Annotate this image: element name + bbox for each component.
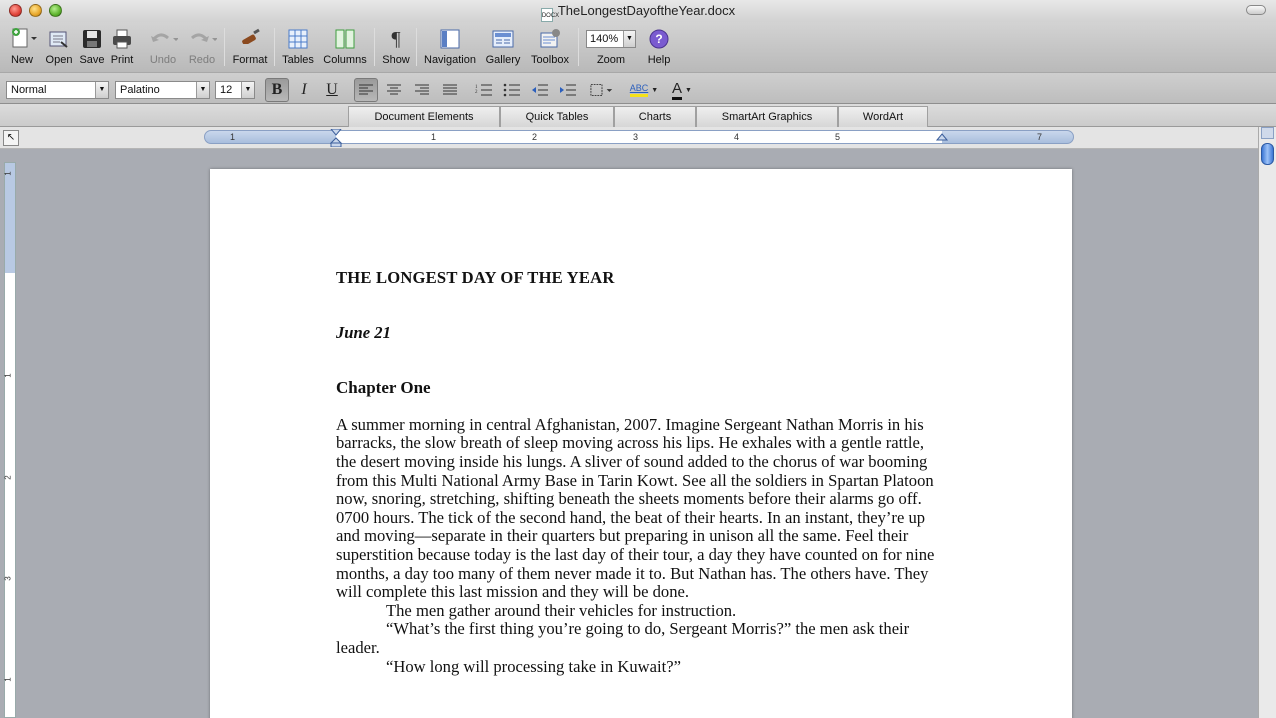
borders-icon [590,83,614,97]
ruler-number: 5 [835,132,841,142]
elements-gallery-bar [0,104,1276,127]
document-body[interactable] [336,269,940,676]
font-color-label: A [672,80,683,97]
ruler-number: 3 [3,576,13,581]
chevron-down-icon: ▼ [651,86,659,94]
font-color-button[interactable] [664,78,700,102]
toolbar-separator [416,28,417,66]
new-document-icon [4,24,40,54]
chevron-down-icon: ▼ [241,82,254,98]
redo-icon [184,24,220,54]
chevron-down-icon: ▼ [196,82,209,98]
split-view-button[interactable] [1261,127,1274,139]
window-title-text: TheLongestDayoftheYear.docx [557,3,736,18]
table-grid-icon [279,24,317,54]
print-button[interactable]: Print [108,24,136,70]
paragraph: A summer morning in central Afghanistan, 2007. Imagine Sergeant Nathan Morris in his barracks, the slow breath of sleep moving across his lips. He exhales with a gentle rattle, the desert moving inside his lungs. A sliver of sound added to the chorus of war booming from this Multi National Army Base in Tarin Kowt. See all the soldiers in Spartan Platoon now, snoring, stretching, shifting beneath the sheets moments before their alarms go off. 0700 hours. The tick of the second hand, the beat of their hearts. In an instant, they’re up and moving—separate in their quarters but preparing in unison all the same. Feel their superstition because today is the last day of their tour, a day they have counted on for nine months, a day too many of them never made it to. But Nathan has. The others have. They will complete this last mission and they will be done. [336,414,935,602]
svg-text:?: ? [655,32,663,46]
format-button[interactable]: Format [229,24,271,70]
open-button[interactable]: Open [44,24,74,70]
undo-icon [146,24,180,54]
navigation-pane-icon [420,24,480,54]
pilcrow-icon: ¶ [391,27,401,50]
highlight-button[interactable] [626,78,662,102]
zoom-value: 140% [590,33,619,45]
right-indent-marker-icon[interactable] [936,132,948,144]
decrease-indent-button[interactable] [528,78,552,102]
ruler-number: 2 [532,132,538,142]
tab-charts[interactable]: Charts [614,106,696,127]
new-button[interactable]: New [4,24,40,70]
font-size-value: 12 [220,84,233,96]
increase-indent-button[interactable] [556,78,580,102]
ruler-number: 1 [230,132,236,142]
horizontal-ruler[interactable] [204,130,1074,144]
svg-text:1: 1 [475,85,478,90]
docx-file-icon: DOCX [541,8,553,22]
gallery-button[interactable]: Gallery [483,24,523,70]
bold-button[interactable]: B [265,78,289,102]
ruler-number: 4 [734,132,740,142]
ruler-text-area [336,131,942,143]
underline-button[interactable]: U [326,81,338,98]
justify-icon [442,83,458,97]
ruler-number: 7 [1037,132,1043,142]
toolbar-separator [274,28,275,66]
format-brush-icon [229,24,271,54]
align-left-icon [358,83,374,97]
zoom-select-icon [584,24,638,54]
toolbar-separator [374,28,375,66]
align-right-icon [414,83,430,97]
numbered-list-icon [475,83,493,97]
tab-smartart-graphics[interactable]: SmartArt Graphics [696,106,838,127]
help-button[interactable]: ? Help [642,24,676,70]
columns-button[interactable]: Columns [320,24,370,70]
ruler-number: 1 [3,171,13,176]
toolbar-separator [578,28,579,66]
title-bar [0,0,1276,22]
align-right-button[interactable] [410,78,434,102]
bulleted-list-button[interactable] [500,78,524,102]
toolbox-button[interactable]: Toolbox [526,24,574,70]
show-button[interactable]: ¶ Show [379,24,413,70]
vertical-ruler[interactable] [4,162,16,718]
ruler-number: 1 [3,373,13,378]
standard-toolbar [0,22,1276,72]
save-button[interactable]: Save [78,24,106,70]
align-center-icon [386,83,402,97]
navigation-button[interactable]: Navigation [420,24,480,70]
open-folder-icon [44,24,74,54]
zoom-control[interactable]: 140% ▼ Zoom [584,24,638,70]
font-color-swatch [672,97,682,100]
gallery-icon [483,24,523,54]
ruler-number: 1 [3,677,13,682]
tab-quick-tables[interactable]: Quick Tables [500,106,614,127]
style-value: Normal [11,84,47,96]
redo-button[interactable]: Redo [184,24,220,70]
printer-icon [108,24,136,54]
ruler-toggle-button[interactable] [3,130,19,146]
ruler-number: 1 [431,132,437,142]
vertical-scrollbar[interactable] [1258,127,1276,718]
columns-icon [320,24,370,54]
borders-button[interactable] [590,78,614,102]
numbered-list-button[interactable] [472,78,496,102]
tables-button[interactable]: Tables [279,24,317,70]
document-title: THE LONGEST DAY OF THE YEAR [336,268,615,287]
formatting-toolbar [0,72,1276,104]
style-select[interactable] [6,81,109,99]
ruler-number: 3 [633,132,639,142]
paragraph: “How long will processing take in Kuwait?” [386,656,681,676]
document-area [22,150,1258,718]
justify-button[interactable] [438,78,462,102]
vertical-ruler-margin [5,163,15,273]
tab-document-elements[interactable]: Document Elements [348,106,500,127]
document-date: June 21 [336,322,391,342]
italic-button[interactable]: I [301,81,307,98]
help-icon [642,24,676,54]
ruler-bar [0,127,1260,149]
increase-indent-icon [559,83,577,97]
chapter-heading: Chapter One [336,378,431,398]
font-color-icon [672,80,682,100]
scrollbar-thumb[interactable] [1261,143,1274,165]
chevron-down-icon: ▼ [623,31,635,47]
align-center-button[interactable] [382,78,406,102]
chevron-down-icon: ▼ [95,82,108,98]
svg-text:2: 2 [475,90,478,95]
font-select[interactable] [115,81,210,99]
bulleted-list-icon [503,83,521,97]
toolbar-toggle-button[interactable] [1246,5,1266,15]
highlight-icon [630,83,649,97]
paragraph: The men gather around their vehicles for instruction. [386,600,737,620]
decrease-indent-icon [531,83,549,97]
align-left-button[interactable] [354,78,378,102]
save-disk-icon [78,24,106,54]
paragraph: “What’s the first thing you’re going to do, Sergeant Morris?” the men ask their leader. [336,619,910,657]
chevron-down-icon: ▼ [685,86,692,94]
highlight-label: ABC [629,83,649,93]
toolbox-icon [526,24,574,54]
undo-button[interactable]: Undo [146,24,180,70]
arrow-icon: ↖ [6,132,16,143]
font-value: Palatino [120,84,160,96]
ruler-number: 2 [3,475,13,480]
zoom-select[interactable] [586,30,636,48]
window-title [0,3,1276,22]
left-indent-marker-icon[interactable] [330,129,342,147]
toolbar-separator [224,28,225,66]
highlight-color-swatch [630,94,649,97]
tab-wordart[interactable]: WordArt [838,106,928,127]
font-size-select[interactable] [215,81,255,99]
document-page[interactable] [210,169,1072,718]
